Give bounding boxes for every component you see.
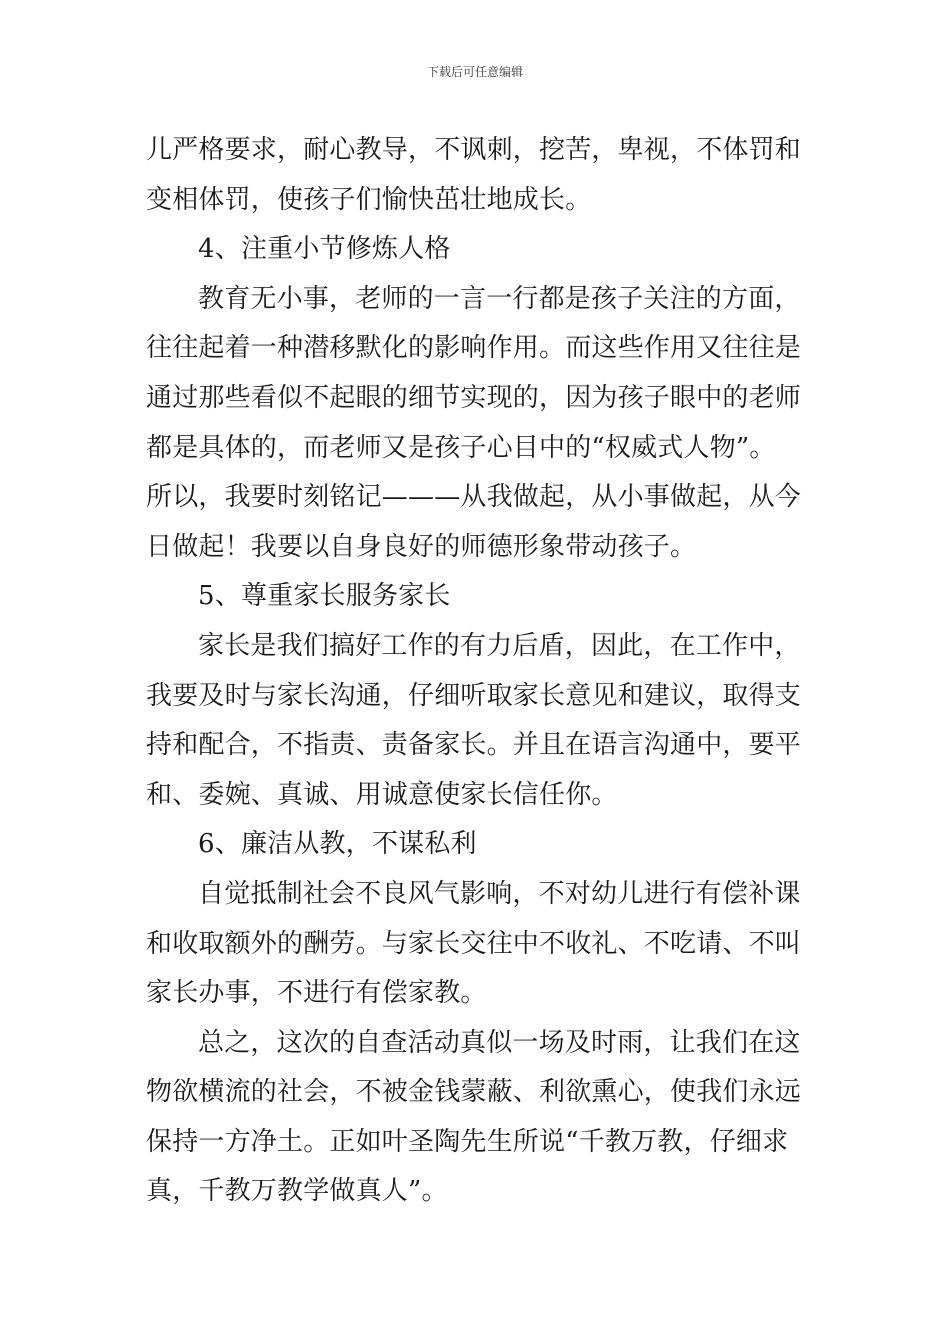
text-line: 我要及时与家长沟通，仔细听取家长意见和建议，取得支 xyxy=(146,680,802,711)
text-line: 变相体罚，使孩子们愉快茁壮地成长。 xyxy=(146,184,592,215)
section-heading: 6、廉洁从教，不谋私利 xyxy=(198,829,477,860)
text-line: 儿严格要求，耐心教导，不讽刺，挖苦，卑视，不体罚和 xyxy=(146,135,802,165)
text-line: 物欲横流的社会，不被金钱蒙蔽、利欲熏心，使我们永远 xyxy=(146,1077,802,1108)
text-line: 和收取额外的酬劳。与家长交往中不收礼、不吃请、不叫 xyxy=(146,928,802,959)
section-heading: 5、尊重家长服务家长 xyxy=(198,581,451,612)
text-line: 保持一方净土。正如叶圣陶先生所说“千教万教，仔细求 xyxy=(146,1126,789,1157)
text-line: 和、委婉、真诚、用诚意使家长信任你。 xyxy=(146,779,618,810)
text-line: 教育无小事，老师的一言一行都是孩子关注的方面， xyxy=(198,283,801,314)
text-line: 所以，我要时刻铭记———从我做起，从小事做起，从今 xyxy=(146,482,802,513)
text-line: 通过那些看似不起眼的细节实现的，因为孩子眼中的老师 xyxy=(146,382,802,413)
section-heading: 4、注重小节修炼人格 xyxy=(198,234,451,265)
text-line: 往往起着一种潜移默化的影响作用。而这些作用又往往是 xyxy=(146,333,802,364)
text-line: 总之，这次的自查活动真似一场及时雨，让我们在这 xyxy=(198,1027,801,1058)
text-line: 日做起！我要以自身良好的师德形象带动孩子。 xyxy=(146,531,697,562)
text-line: 自觉抵制社会不良风气影响，不对幼儿进行有偿补课 xyxy=(198,878,801,909)
text-line: 家长办事，不进行有偿家教。 xyxy=(146,978,487,1009)
text-line: 持和配合，不指责、责备家长。并且在语言沟通中，要平 xyxy=(146,730,802,761)
text-line: 真，千教万教学做真人”。 xyxy=(146,1176,448,1207)
text-line: 都是具体的，而老师又是孩子心目中的“权威式人物”。 xyxy=(146,432,776,463)
document-body xyxy=(146,126,810,1217)
text-line: 家长是我们搞好工作的有力后盾，因此，在工作中， xyxy=(198,630,801,661)
page-header: 下载后可任意编辑 xyxy=(426,65,523,79)
